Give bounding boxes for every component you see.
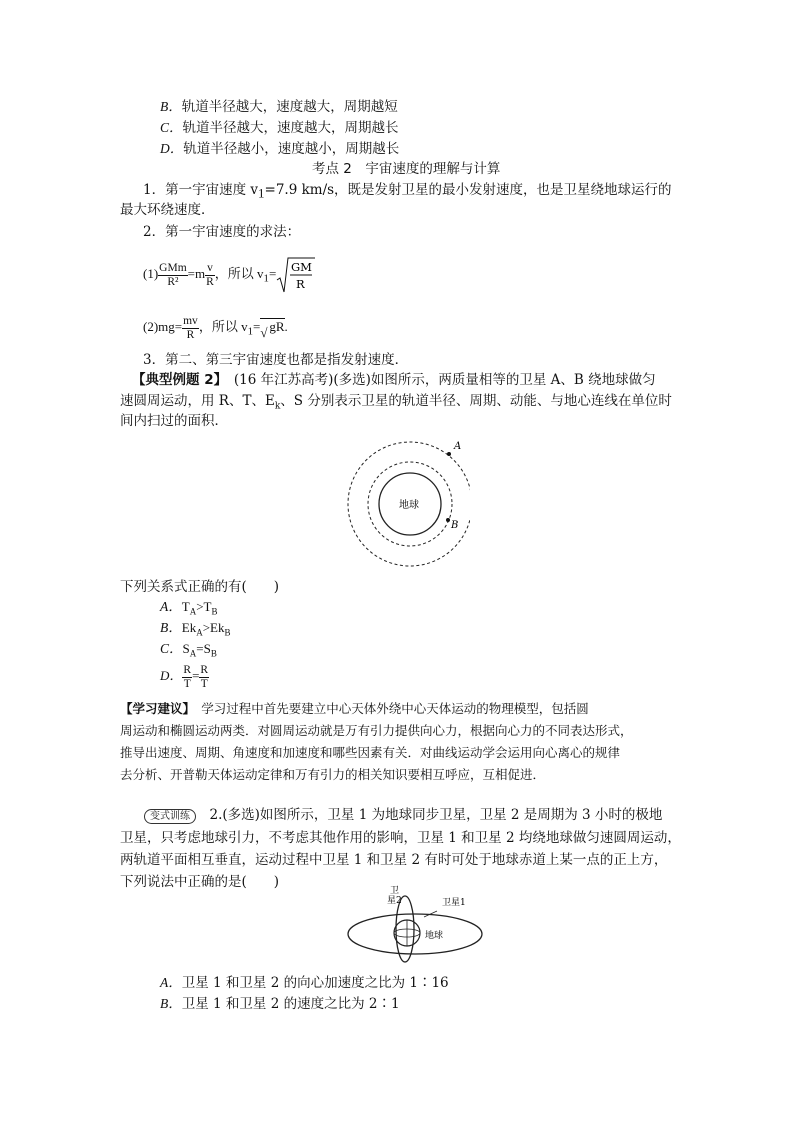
option-d-prev [160, 140, 399, 158]
earth-label: 地球 [425, 931, 444, 941]
frac-den: R [206, 275, 214, 288]
answer-sub: B [211, 606, 218, 617]
eq1-text: ，所以 v [214, 265, 264, 281]
exercise-tag: 变式训练 [144, 809, 196, 824]
sqrt-gm-r [276, 256, 316, 294]
option-text: 卫星 1 和卫星 2 的速度之比为 2∶1 [181, 996, 400, 1012]
equatorial-orbit [348, 914, 482, 954]
final-option-a [160, 974, 449, 992]
advice-line-3: 推导出速度、周期、角速度和加速度和哪些因素有关．对曲线运动学会运用向心离心的规律 [120, 745, 621, 760]
sqrt-num: GM [291, 260, 313, 274]
exercise-line-3: 两轨道平面相互垂直，运动过程中卫星 1 和卫星 2 有时可处于地球赤道上某一点的正上方， [120, 852, 668, 868]
eq1-label: (1) [143, 265, 159, 281]
sqrt-den: R [296, 277, 305, 291]
section-title: 考点 2 宇宙速度的理解与计算 [312, 161, 501, 177]
paragraph-1-line-1 [143, 181, 672, 203]
example-text-b: 、S 分别表示卫星的轨道半径、周期、动能、与地心连线在单位时 [280, 393, 672, 409]
option-letter: B． [160, 99, 182, 114]
answer-op: >Ek [202, 620, 225, 635]
paragraph-2: 2．第一宇宙速度的求法： [143, 224, 301, 240]
sqrt-sign-icon: √ [260, 325, 268, 340]
satellite-a-label: A [454, 441, 462, 452]
satellite-2-label-b: 星2 [387, 896, 402, 906]
advice-tag: 【学习建议】 [120, 701, 189, 716]
satellite-b-label: B [451, 520, 459, 531]
satellite-1-label: 卫星1 [442, 898, 466, 908]
exercise-line-2: 卫星，只考虑地球引力，不考虑其他作用的影响，卫星 1 和卫星 2 均绕地球做匀速圆周运动， [120, 830, 681, 846]
equation-1 [143, 256, 316, 296]
option-letter: D． [160, 668, 183, 683]
example-line-3: 间内扫过的面积． [120, 413, 228, 429]
answer-b [160, 619, 231, 642]
eq2-sub: 1 [247, 325, 253, 338]
orbit-figure [340, 436, 470, 576]
answer-sub: A [189, 606, 197, 617]
exercise-line-1 [144, 806, 662, 824]
answer-sub: B [210, 648, 217, 659]
option-letter: A． [160, 599, 182, 614]
frac-den: R [186, 328, 195, 341]
final-option-b [160, 995, 400, 1013]
satellite-2-label-a: 卫 [390, 886, 400, 896]
frac-num: v [207, 261, 213, 274]
fraction-gmm-r2 [158, 262, 187, 289]
fraction-mv-r [182, 315, 199, 342]
example-line-1 [132, 371, 656, 389]
satellite-a [447, 452, 451, 456]
p1-sub: 1 [258, 185, 265, 201]
fraction-r-t [182, 664, 192, 691]
option-letter: C． [160, 641, 183, 656]
answer-text: S [182, 641, 190, 656]
fraction-r-t-2 [199, 664, 209, 691]
p1-text-b: =7.9 km/s，既是发射卫星的最小发射速度，也是卫星绕地球运行的 [264, 182, 672, 198]
advice-line-4: 去分析、开普勒天体运动定律和万有引力的相关知识要相互呼应，互相促进． [120, 767, 546, 782]
exercise-text: 2.(多选)如图所示，卫星 1 为地球同步卫星，卫星 2 是周期为 3 小时的极地 [196, 807, 663, 823]
answer-d [160, 660, 209, 692]
fraction-v-r [205, 262, 215, 289]
option-b-prev [160, 98, 398, 116]
option-letter: B． [160, 996, 182, 1011]
option-c-prev [160, 119, 399, 137]
option-letter: D． [160, 141, 184, 156]
exercise-line-4: 下列说法中正确的是( ) [120, 874, 280, 890]
example-sub: k [274, 401, 281, 412]
answer-a [160, 598, 218, 621]
paragraph-1-line-2: 最大环绕速度． [120, 202, 215, 218]
frac-num: R [183, 663, 192, 676]
option-letter: B． [160, 620, 182, 635]
eq2-text: ，所以 v [198, 319, 248, 334]
perpendicular-orbits-figure [344, 884, 494, 966]
advice-line-1 [120, 700, 589, 718]
option-text: 轨道半径越小，速度越小，周期越长 [183, 141, 400, 157]
option-text: 轨道半径越大，速度越大，周期越长 [182, 120, 399, 136]
sqrt-sign-icon [276, 256, 316, 294]
eq2-end: . [284, 319, 288, 334]
eq1-sub: 1 [263, 272, 269, 285]
example-text: 速圆周运动，用 R、T、E [120, 393, 275, 409]
option-letter: C． [160, 120, 183, 135]
frac-num: GMm [159, 261, 187, 274]
example-tag: 【典型例题 2】 [132, 372, 221, 388]
equation-2 [143, 310, 288, 349]
earth-label: 地球 [399, 500, 419, 511]
answer-sub: A [196, 627, 203, 638]
answer-sub: B [224, 627, 231, 638]
frac-den: T [200, 677, 208, 690]
option-text: 轨道半径越大，速度越大，周期越短 [181, 99, 398, 115]
eq2-eq: = [253, 319, 261, 334]
answer-sub: A [189, 648, 197, 659]
paragraph-3: 3．第二、第三宇宙速度也都是指发射速度． [143, 352, 409, 368]
frac-num: R [200, 663, 209, 676]
eq1-eq2: = [268, 265, 277, 281]
answer-op: =S [196, 641, 211, 656]
advice-line-2: 周运动和椭圆运动两类．对圆周运动就是万有引力提供向心力，根据向心力的不同表达形式， [120, 723, 633, 738]
question-text: 下列关系式正确的有( ) [120, 579, 280, 595]
answer-eq: = [192, 668, 200, 683]
sqrt-gr [260, 318, 285, 340]
option-text: 卫星 1 和卫星 2 的向心加速度之比为 1∶16 [181, 975, 449, 991]
eq2-label: (2)mg= [143, 319, 183, 334]
satellite-b [446, 518, 450, 522]
option-letter: A． [160, 975, 182, 990]
eq1-eq: =m [187, 265, 206, 281]
answer-text: T [181, 599, 190, 614]
sqrt-radicand: gR [269, 319, 285, 334]
frac-num: mv [183, 314, 198, 327]
frac-den: T [183, 677, 191, 690]
example-text: (16 年江苏高考)(多选)如图所示，两质量相等的卫星 A、B 绕地球做匀 [220, 372, 656, 388]
answer-op: >T [196, 599, 212, 614]
p1-text: 1．第一宇宙速度 v [143, 182, 259, 198]
advice-text: 学习过程中首先要建立中心天体外绕中心天体运动的物理模型，包括圆 [188, 701, 589, 716]
answer-text: Ek [181, 620, 197, 635]
frac-den: R² [167, 275, 179, 288]
